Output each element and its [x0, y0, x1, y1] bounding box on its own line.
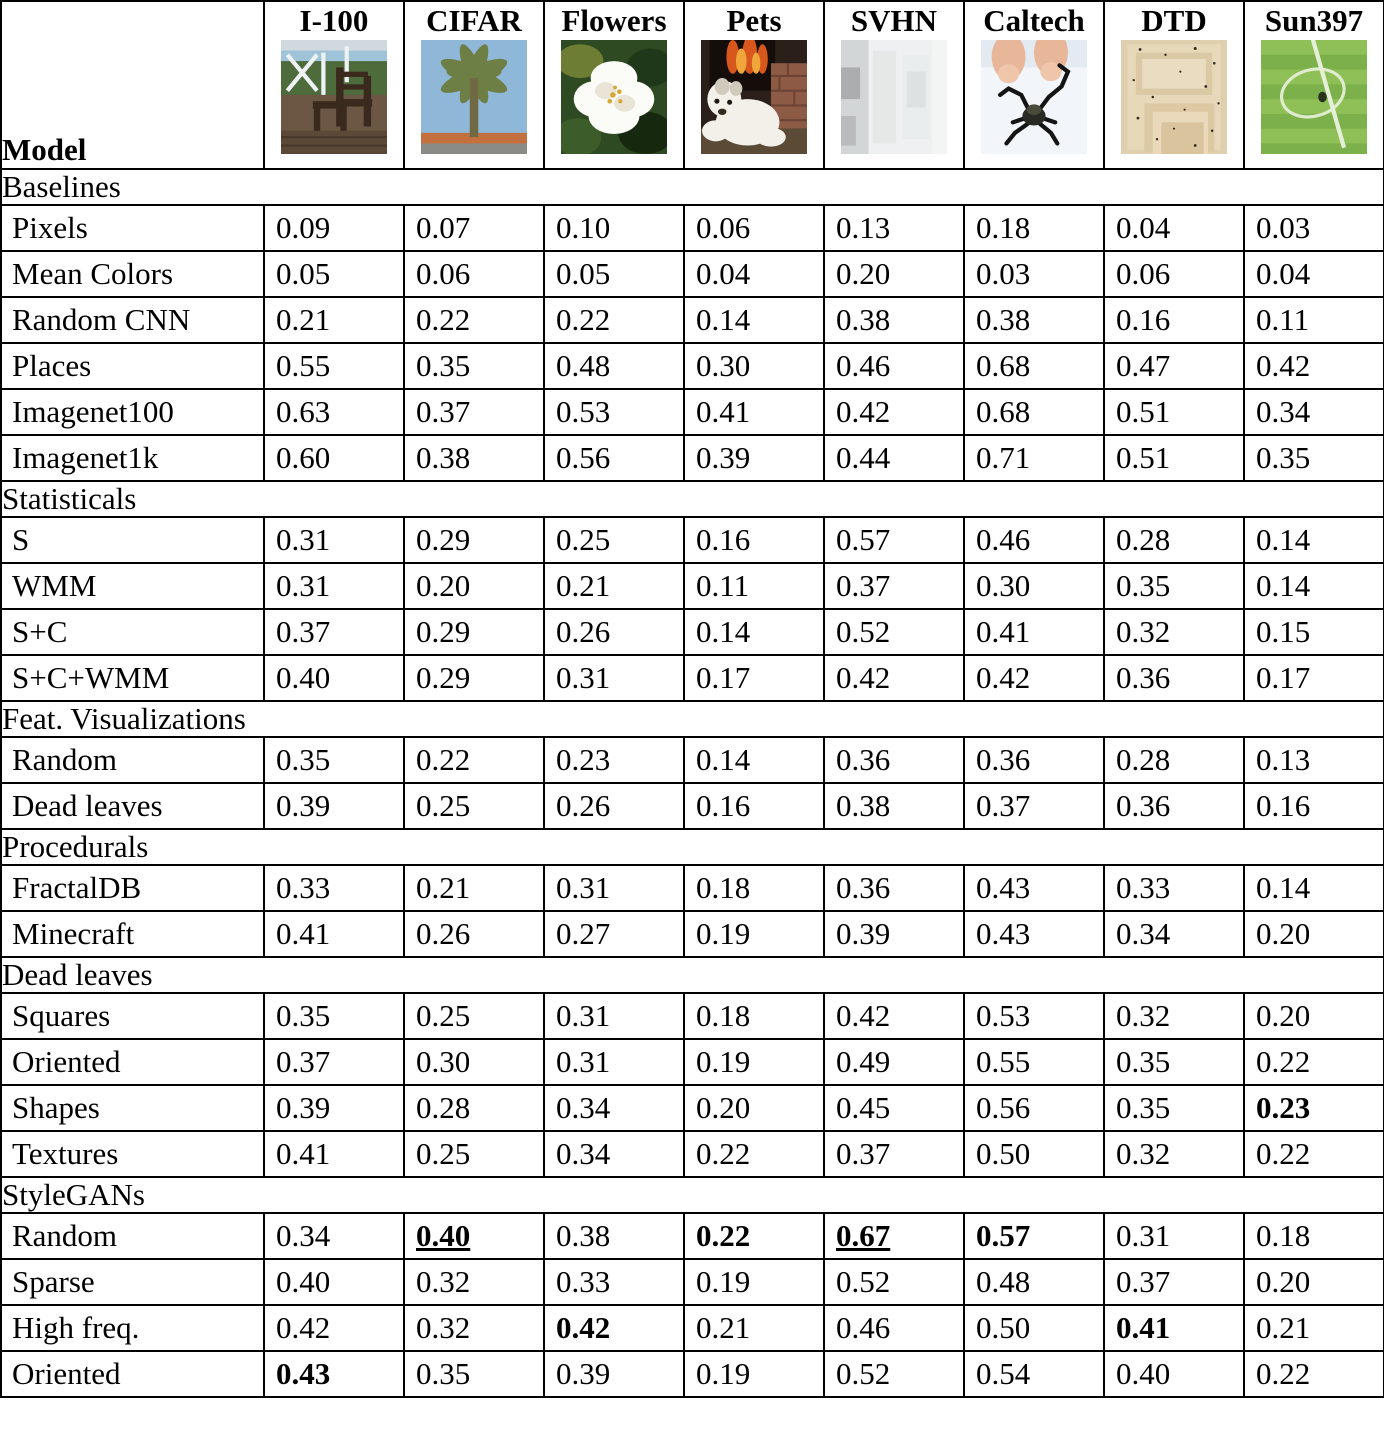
section-header-row — [1, 1177, 1384, 1213]
score-cell: 0.30 — [684, 343, 824, 389]
row-label: Random — [1, 737, 264, 783]
score-cell: 0.30 — [404, 1039, 544, 1085]
score-cell: 0.37 — [404, 389, 544, 435]
score-cell: 0.13 — [1244, 737, 1384, 783]
score-cell: 0.22 — [1244, 1131, 1384, 1177]
score-cell: 0.41 — [264, 911, 404, 957]
score-cell: 0.28 — [1104, 737, 1244, 783]
table-row — [1, 865, 1384, 911]
score-cell: 0.36 — [964, 737, 1104, 783]
section-title: StyleGANs — [1, 1177, 1384, 1213]
score-cell: 0.16 — [684, 517, 824, 563]
column-header-dtd — [1104, 1, 1244, 169]
score-cell: 0.06 — [404, 251, 544, 297]
score-cell: 0.35 — [1244, 435, 1384, 481]
section-header-row — [1, 957, 1384, 993]
score-cell: 0.19 — [684, 1259, 824, 1305]
row-label: Mean Colors — [1, 251, 264, 297]
score-cell: 0.26 — [544, 609, 684, 655]
score-cell: 0.22 — [684, 1213, 824, 1259]
table-row — [1, 1039, 1384, 1085]
score-cell: 0.57 — [964, 1213, 1104, 1259]
score-cell: 0.22 — [684, 1131, 824, 1177]
score-cell: 0.06 — [1104, 251, 1244, 297]
score-cell: 0.32 — [1104, 1131, 1244, 1177]
score-cell: 0.50 — [964, 1131, 1104, 1177]
section-header-row — [1, 481, 1384, 517]
score-cell: 0.43 — [964, 911, 1104, 957]
score-cell: 0.04 — [684, 251, 824, 297]
green-sports-field-thumbnail — [1261, 40, 1367, 154]
score-cell: 0.33 — [264, 865, 404, 911]
section-header-row — [1, 829, 1384, 865]
palm-tree-sky-thumbnail — [421, 40, 527, 154]
score-cell: 0.31 — [1104, 1213, 1244, 1259]
score-cell: 0.35 — [404, 1351, 544, 1397]
score-cell: 0.56 — [964, 1085, 1104, 1131]
score-cell: 0.34 — [1104, 911, 1244, 957]
score-cell: 0.18 — [964, 205, 1104, 251]
score-cell: 0.35 — [404, 343, 544, 389]
score-cell: 0.21 — [404, 865, 544, 911]
score-cell: 0.37 — [824, 1131, 964, 1177]
table-row — [1, 435, 1384, 481]
score-cell: 0.54 — [964, 1351, 1104, 1397]
score-cell: 0.39 — [544, 1351, 684, 1397]
score-cell: 0.42 — [544, 1305, 684, 1351]
score-cell: 0.11 — [684, 563, 824, 609]
score-cell: 0.20 — [1244, 1259, 1384, 1305]
score-cell: 0.35 — [1104, 1085, 1244, 1131]
score-cell: 0.31 — [264, 563, 404, 609]
row-label: Imagenet100 — [1, 389, 264, 435]
score-cell: 0.57 — [824, 517, 964, 563]
table-row — [1, 737, 1384, 783]
table-row — [1, 343, 1384, 389]
score-cell: 0.18 — [1244, 1213, 1384, 1259]
score-cell: 0.43 — [964, 865, 1104, 911]
section-title: Baselines — [1, 169, 1384, 205]
white-dog-fireplace-thumbnail — [701, 40, 807, 154]
table-row — [1, 563, 1384, 609]
score-cell: 0.48 — [964, 1259, 1104, 1305]
score-cell: 0.22 — [1244, 1039, 1384, 1085]
column-header-label: DTD — [1141, 3, 1207, 38]
score-cell: 0.37 — [264, 609, 404, 655]
score-cell: 0.42 — [824, 655, 964, 701]
table-row — [1, 389, 1384, 435]
score-cell: 0.31 — [544, 865, 684, 911]
score-cell: 0.22 — [404, 737, 544, 783]
column-header-label: SVHN — [850, 3, 938, 38]
score-cell: 0.42 — [264, 1305, 404, 1351]
score-cell: 0.05 — [544, 251, 684, 297]
table-row — [1, 517, 1384, 563]
score-cell: 0.03 — [1244, 205, 1384, 251]
score-cell: 0.17 — [684, 655, 824, 701]
section-header-row — [1, 701, 1384, 737]
table-row — [1, 655, 1384, 701]
score-cell: 0.14 — [684, 297, 824, 343]
score-cell: 0.28 — [404, 1085, 544, 1131]
score-cell: 0.35 — [1104, 1039, 1244, 1085]
score-cell: 0.39 — [824, 911, 964, 957]
score-cell: 0.42 — [964, 655, 1104, 701]
speckled-door-panel-thumbnail — [1121, 40, 1227, 154]
score-cell: 0.37 — [824, 563, 964, 609]
row-label: Oriented — [1, 1039, 264, 1085]
score-cell: 0.46 — [964, 517, 1104, 563]
score-cell: 0.49 — [824, 1039, 964, 1085]
column-header-label: CIFAR — [426, 3, 522, 38]
score-cell: 0.25 — [544, 517, 684, 563]
score-cell: 0.34 — [1244, 389, 1384, 435]
score-cell: 0.41 — [684, 389, 824, 435]
table-row — [1, 1085, 1384, 1131]
score-cell: 0.23 — [1244, 1085, 1384, 1131]
table-row — [1, 993, 1384, 1039]
column-header-label: Pets — [726, 3, 782, 38]
column-header-flowers — [544, 1, 684, 169]
row-label: Squares — [1, 993, 264, 1039]
score-cell: 0.56 — [544, 435, 684, 481]
score-cell: 0.43 — [264, 1351, 404, 1397]
row-label: S+C — [1, 609, 264, 655]
column-header-label: Sun397 — [1264, 3, 1364, 38]
section-title: Procedurals — [1, 829, 1384, 865]
score-cell: 0.14 — [1244, 517, 1384, 563]
score-cell: 0.21 — [1244, 1305, 1384, 1351]
score-cell: 0.38 — [964, 297, 1104, 343]
section-title: Feat. Visualizations — [1, 701, 1384, 737]
table-row — [1, 911, 1384, 957]
white-camellia-flower-thumbnail — [561, 40, 667, 154]
score-cell: 0.37 — [964, 783, 1104, 829]
column-header-cifar — [404, 1, 544, 169]
row-label: Dead leaves — [1, 783, 264, 829]
score-cell: 0.35 — [264, 737, 404, 783]
score-cell: 0.32 — [1104, 993, 1244, 1039]
score-cell: 0.22 — [404, 297, 544, 343]
score-cell: 0.20 — [404, 563, 544, 609]
score-cell: 0.32 — [404, 1305, 544, 1351]
score-cell: 0.29 — [404, 517, 544, 563]
score-cell: 0.14 — [684, 609, 824, 655]
score-cell: 0.27 — [544, 911, 684, 957]
score-cell: 0.41 — [264, 1131, 404, 1177]
header-row — [1, 1, 1384, 169]
score-cell: 0.39 — [684, 435, 824, 481]
score-cell: 0.21 — [544, 563, 684, 609]
row-label: Pixels — [1, 205, 264, 251]
score-cell: 0.34 — [264, 1213, 404, 1259]
score-cell: 0.34 — [544, 1085, 684, 1131]
score-cell: 0.20 — [1244, 993, 1384, 1039]
score-cell: 0.35 — [1104, 563, 1244, 609]
score-cell: 0.52 — [824, 1351, 964, 1397]
row-label: Places — [1, 343, 264, 389]
score-cell: 0.07 — [404, 205, 544, 251]
table-row — [1, 1351, 1384, 1397]
row-label: Shapes — [1, 1085, 264, 1131]
score-cell: 0.18 — [684, 865, 824, 911]
score-cell: 0.25 — [404, 993, 544, 1039]
score-cell: 0.14 — [684, 737, 824, 783]
row-label: FractalDB — [1, 865, 264, 911]
score-cell: 0.37 — [1104, 1259, 1244, 1305]
score-cell: 0.28 — [1104, 517, 1244, 563]
score-cell: 0.17 — [1244, 655, 1384, 701]
section-header-row — [1, 169, 1384, 205]
score-cell: 0.34 — [544, 1131, 684, 1177]
column-header-label: Caltech — [983, 3, 1085, 38]
score-cell: 0.25 — [404, 783, 544, 829]
score-cell: 0.31 — [544, 993, 684, 1039]
score-cell: 0.29 — [404, 609, 544, 655]
score-cell: 0.31 — [544, 655, 684, 701]
table-row — [1, 205, 1384, 251]
score-cell: 0.05 — [264, 251, 404, 297]
score-cell: 0.04 — [1104, 205, 1244, 251]
score-cell: 0.14 — [1244, 563, 1384, 609]
score-cell: 0.40 — [264, 1259, 404, 1305]
score-cell: 0.10 — [544, 205, 684, 251]
column-header-pets — [684, 1, 824, 169]
score-cell: 0.39 — [264, 1085, 404, 1131]
score-cell: 0.30 — [964, 563, 1104, 609]
column-header-caltech — [964, 1, 1104, 169]
score-cell: 0.16 — [1104, 297, 1244, 343]
score-cell: 0.26 — [544, 783, 684, 829]
table-row — [1, 251, 1384, 297]
score-cell: 0.16 — [1244, 783, 1384, 829]
score-cell: 0.50 — [964, 1305, 1104, 1351]
score-cell: 0.48 — [544, 343, 684, 389]
rocking-chair-porch-thumbnail — [281, 40, 387, 154]
column-header-sun397 — [1244, 1, 1384, 169]
score-cell: 0.42 — [1244, 343, 1384, 389]
score-cell: 0.45 — [824, 1085, 964, 1131]
table-row — [1, 1305, 1384, 1351]
score-cell: 0.41 — [964, 609, 1104, 655]
table-body — [1, 169, 1384, 1397]
row-label: S — [1, 517, 264, 563]
row-label: High freq. — [1, 1305, 264, 1351]
score-cell: 0.33 — [1104, 865, 1244, 911]
score-cell: 0.22 — [544, 297, 684, 343]
scorpion-on-paper-thumbnail — [981, 40, 1087, 154]
score-cell: 0.13 — [824, 205, 964, 251]
score-cell: 0.29 — [404, 655, 544, 701]
score-cell: 0.36 — [824, 737, 964, 783]
score-cell: 0.37 — [264, 1039, 404, 1085]
score-cell: 0.51 — [1104, 389, 1244, 435]
score-cell: 0.55 — [964, 1039, 1104, 1085]
blurred-house-number-thumbnail — [841, 40, 947, 154]
score-cell: 0.35 — [264, 993, 404, 1039]
score-cell: 0.53 — [964, 993, 1104, 1039]
score-cell: 0.20 — [1244, 911, 1384, 957]
score-cell: 0.22 — [1244, 1351, 1384, 1397]
row-label: Imagenet1k — [1, 435, 264, 481]
score-cell: 0.31 — [544, 1039, 684, 1085]
score-cell: 0.63 — [264, 389, 404, 435]
score-cell: 0.38 — [824, 297, 964, 343]
row-label: Minecraft — [1, 911, 264, 957]
score-cell: 0.23 — [544, 737, 684, 783]
score-cell: 0.32 — [404, 1259, 544, 1305]
table-row — [1, 1131, 1384, 1177]
score-cell: 0.42 — [824, 389, 964, 435]
score-cell: 0.31 — [264, 517, 404, 563]
score-cell: 0.40 — [264, 655, 404, 701]
table-row — [1, 783, 1384, 829]
score-cell: 0.25 — [404, 1131, 544, 1177]
score-cell: 0.21 — [684, 1305, 824, 1351]
score-cell: 0.11 — [1244, 297, 1384, 343]
score-cell: 0.68 — [964, 389, 1104, 435]
score-cell: 0.52 — [824, 1259, 964, 1305]
score-cell: 0.55 — [264, 343, 404, 389]
table-row — [1, 1213, 1384, 1259]
score-cell: 0.36 — [824, 865, 964, 911]
row-label: Sparse — [1, 1259, 264, 1305]
score-cell: 0.19 — [684, 1039, 824, 1085]
score-cell: 0.19 — [684, 911, 824, 957]
score-cell: 0.19 — [684, 1351, 824, 1397]
score-cell: 0.46 — [824, 1305, 964, 1351]
score-cell: 0.16 — [684, 783, 824, 829]
score-cell: 0.40 — [1104, 1351, 1244, 1397]
score-cell: 0.18 — [684, 993, 824, 1039]
score-cell: 0.60 — [264, 435, 404, 481]
row-label: Textures — [1, 1131, 264, 1177]
table-header — [1, 1, 1384, 169]
score-cell: 0.53 — [544, 389, 684, 435]
row-label: Random — [1, 1213, 264, 1259]
row-label: S+C+WMM — [1, 655, 264, 701]
score-cell: 0.41 — [1104, 1305, 1244, 1351]
section-title: Statisticals — [1, 481, 1384, 517]
score-cell: 0.39 — [264, 783, 404, 829]
score-cell: 0.40 — [404, 1213, 544, 1259]
score-cell: 0.38 — [404, 435, 544, 481]
score-cell: 0.46 — [824, 343, 964, 389]
score-cell: 0.03 — [964, 251, 1104, 297]
table-row — [1, 297, 1384, 343]
column-header-i-100 — [264, 1, 404, 169]
score-cell: 0.20 — [824, 251, 964, 297]
score-cell: 0.06 — [684, 205, 824, 251]
section-title: Dead leaves — [1, 957, 1384, 993]
score-cell: 0.33 — [544, 1259, 684, 1305]
score-cell: 0.51 — [1104, 435, 1244, 481]
score-cell: 0.32 — [1104, 609, 1244, 655]
score-cell: 0.71 — [964, 435, 1104, 481]
score-cell: 0.52 — [824, 609, 964, 655]
table-row — [1, 609, 1384, 655]
column-header-svhn — [824, 1, 964, 169]
row-label: WMM — [1, 563, 264, 609]
score-cell: 0.26 — [404, 911, 544, 957]
score-cell: 0.68 — [964, 343, 1104, 389]
score-cell: 0.04 — [1244, 251, 1384, 297]
row-label: Oriented — [1, 1351, 264, 1397]
score-cell: 0.14 — [1244, 865, 1384, 911]
column-header-label: Flowers — [561, 3, 667, 38]
score-cell: 0.36 — [1104, 655, 1244, 701]
score-cell: 0.38 — [824, 783, 964, 829]
header-model-label: Model — [1, 1, 264, 169]
score-cell: 0.36 — [1104, 783, 1244, 829]
score-cell: 0.15 — [1244, 609, 1384, 655]
score-cell: 0.44 — [824, 435, 964, 481]
table-row — [1, 1259, 1384, 1305]
score-cell: 0.67 — [824, 1213, 964, 1259]
score-cell: 0.38 — [544, 1213, 684, 1259]
score-cell: 0.21 — [264, 297, 404, 343]
score-cell: 0.20 — [684, 1085, 824, 1131]
column-header-label: I-100 — [299, 3, 369, 38]
row-label: Random CNN — [1, 297, 264, 343]
score-cell: 0.09 — [264, 205, 404, 251]
score-cell: 0.42 — [824, 993, 964, 1039]
score-cell: 0.47 — [1104, 343, 1244, 389]
